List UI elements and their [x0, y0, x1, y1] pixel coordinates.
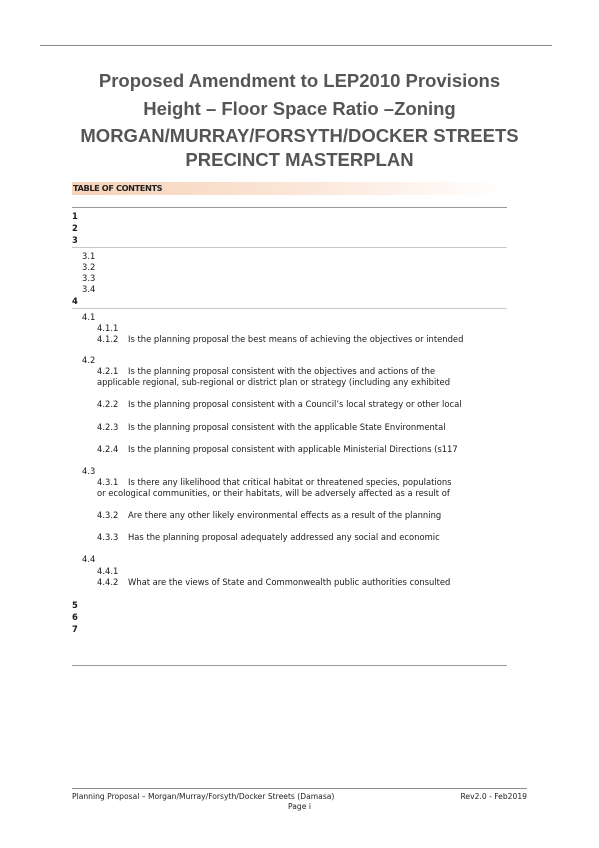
toc-entry-number: 4.3.2	[97, 510, 119, 520]
toc-entry-number: 4.4.2	[97, 577, 119, 587]
toc-entry-title-continued: or ecological communities, or their habitats, will be adversely affected as a result of	[97, 488, 450, 498]
toc-entry-title: Is the planning proposal consistent with the applicable State Environmental	[128, 422, 446, 432]
toc-entry[interactable]	[128, 510, 487, 521]
title-line-1: Proposed Amendment to LEP2010 Provisions	[98, 70, 501, 91]
toc-entry-number: 6	[72, 612, 78, 622]
title-line-2: Height – Floor Space Ratio –Zoning	[143, 98, 456, 119]
toc-entry[interactable]	[128, 366, 487, 377]
toc-entry-number: 4.1.1	[97, 323, 119, 333]
toc-entry[interactable]	[128, 334, 487, 345]
toc-entry-title: Is the planning proposal consistent with applicable Ministerial Directions (s117	[128, 444, 458, 454]
toc-entry-continuation[interactable]	[97, 377, 487, 388]
toc-entry-title: What are the views of State and Commonwealth public authorities consulted	[128, 577, 451, 587]
toc-entry-number: 3	[72, 235, 78, 245]
toc-entry-number: 4.2	[82, 355, 96, 365]
toc-entry[interactable]	[128, 577, 487, 588]
toc-entry-number: 1	[72, 211, 78, 221]
toc-entry-number: 4.2.3	[97, 422, 119, 432]
toc-entry-number: 3.3	[82, 273, 96, 283]
toc-entry-title: Is there any likelihood that critical habitat or threatened species, populations	[128, 477, 452, 487]
toc-entry[interactable]	[128, 399, 487, 410]
toc-entry[interactable]	[128, 477, 487, 488]
toc-entry-title: Are there any other likely environmental effects as a result of the planning	[128, 510, 442, 520]
toc-section-rule	[72, 247, 507, 248]
footer-document-title: Planning Proposal – Morgan/Murray/Forsyth/Docker Streets (Damasa)	[72, 792, 335, 801]
toc-entry-number: 5	[72, 600, 78, 610]
toc-entry-title: Has the planning proposal adequately addressed any social and economic	[128, 532, 440, 542]
toc-entry-title: Is the planning proposal the best means of achieving the objectives or intended	[128, 334, 464, 344]
toc-heading: TABLE OF CONTENTS	[72, 182, 503, 195]
footer-revision: Rev2.0 - Feb2019	[460, 792, 527, 801]
toc-entry-title: Is the planning proposal consistent with the objectives and actions of the	[128, 366, 436, 376]
toc-entry[interactable]	[128, 444, 487, 455]
toc-entry-continuation[interactable]	[97, 488, 487, 499]
toc-entry-number: 4.2.4	[97, 444, 119, 454]
footer-rule	[72, 788, 527, 789]
title-line-4: PRECINCT MASTERPLAN	[185, 149, 414, 170]
toc-entry-title-continued: applicable regional, sub-regional or district plan or strategy (including any exhibited	[97, 377, 451, 387]
toc-entry[interactable]	[128, 422, 487, 433]
footer-page-number: Page i	[288, 802, 311, 811]
toc-entry[interactable]	[128, 532, 487, 543]
toc-entry-number: 4.4.1	[97, 566, 119, 576]
toc-entry-number: 2	[72, 223, 78, 233]
toc-entry-number: 4.1	[82, 312, 96, 322]
title-line-3: MORGAN/MURRAY/FORSYTH/DOCKER STREETS	[80, 125, 519, 146]
toc-entry-number: 4.3.3	[97, 532, 119, 542]
toc-entry-number: 3.1	[82, 251, 96, 261]
toc-entry-title: Is the planning proposal consistent with a Council’s local strategy or other local	[128, 399, 462, 409]
toc-entry-number: 4	[72, 296, 78, 306]
toc-entry-number: 4.2.1	[97, 366, 119, 376]
toc-entry-number: 3.2	[82, 262, 96, 272]
toc-section-rule	[72, 308, 507, 309]
toc-rule-top	[72, 207, 507, 208]
header-rule	[40, 45, 552, 46]
toc-entry-number: 7	[72, 624, 78, 634]
toc-entry-number: 4.3.1	[97, 477, 119, 487]
toc-entry-number: 4.4	[82, 554, 96, 564]
toc-entry-number: 4.1.2	[97, 334, 119, 344]
toc-entry-number: 4.2.2	[97, 399, 119, 409]
toc-entry-number: 4.3	[82, 466, 96, 476]
toc-entry-number: 3.4	[82, 284, 96, 294]
toc-rule-bottom	[72, 665, 507, 666]
